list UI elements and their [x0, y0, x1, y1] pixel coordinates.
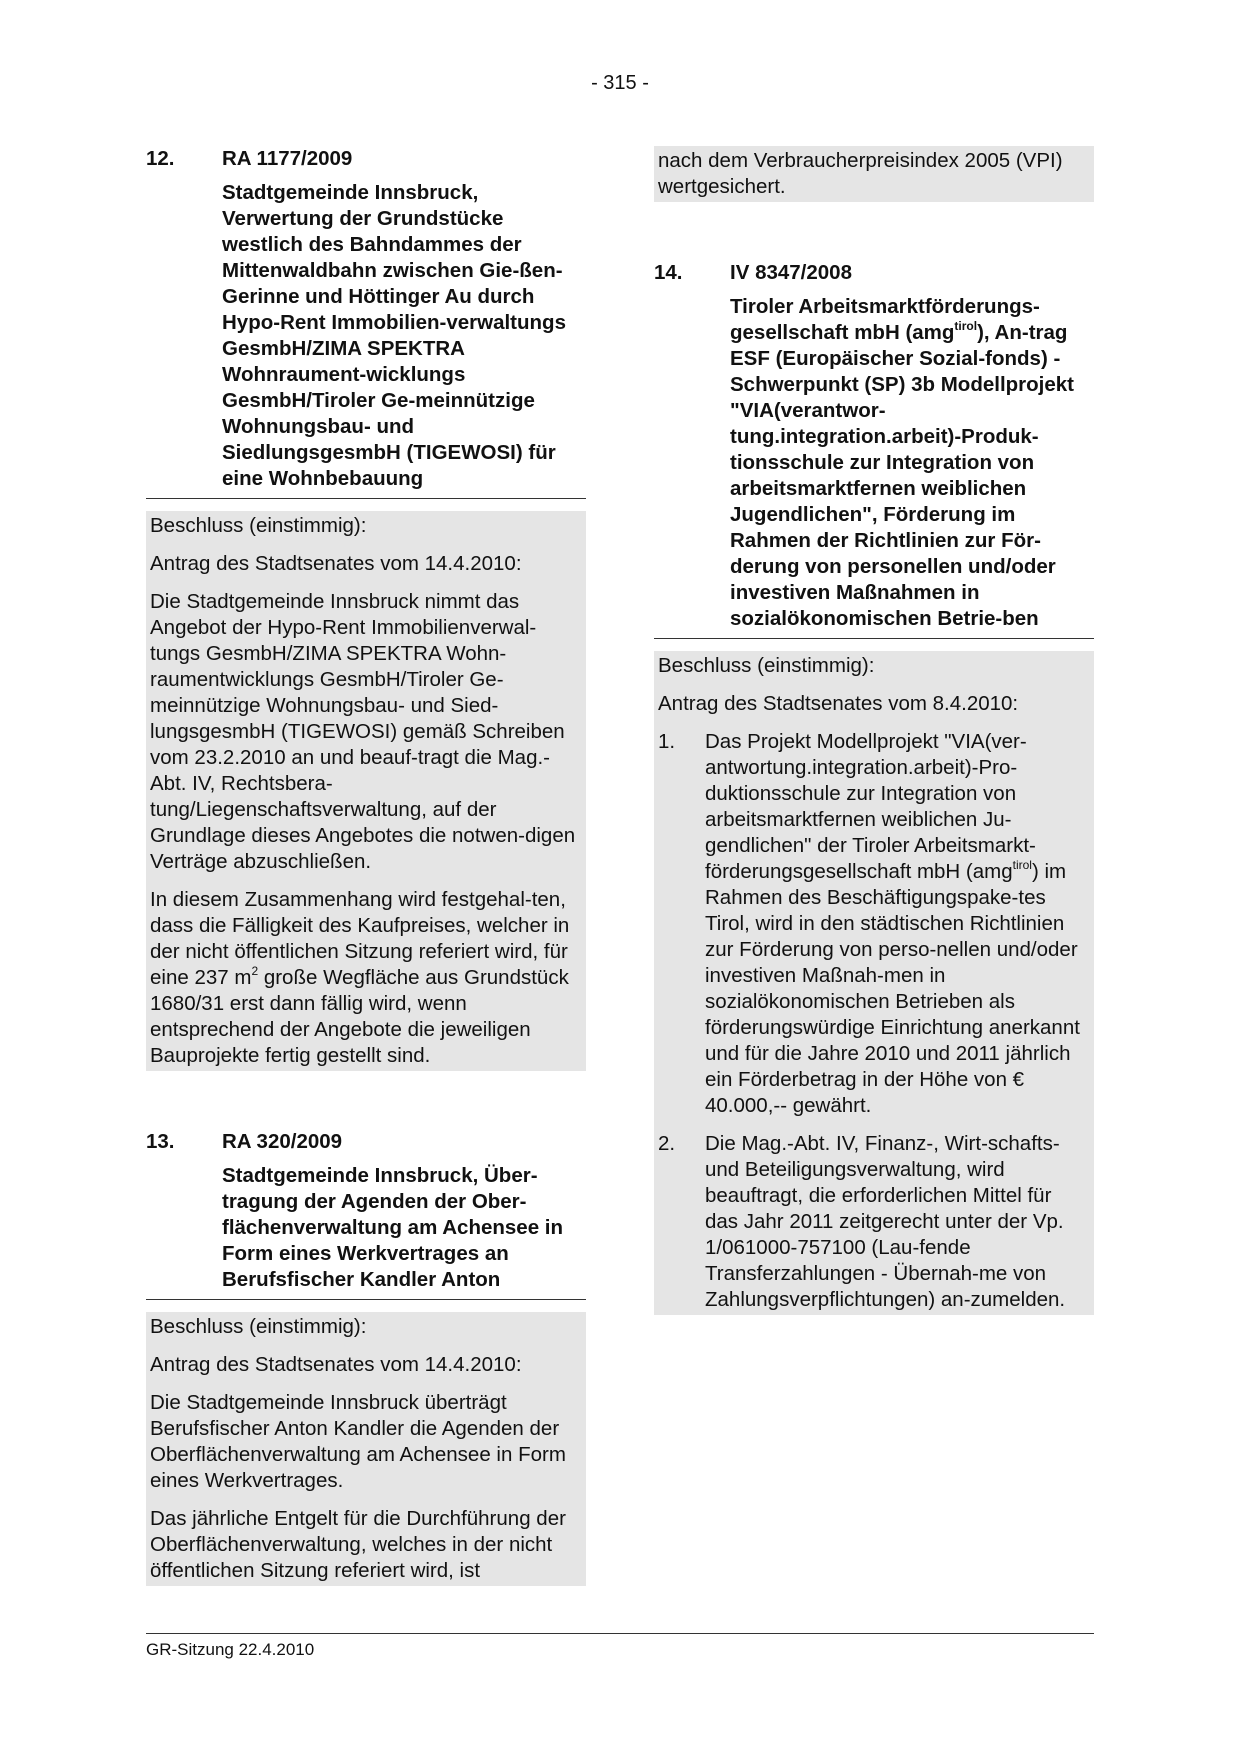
item-14-beschluss: Beschluss (einstimmig): [658, 654, 875, 677]
item-14-resolution [654, 651, 1094, 1315]
item-13-paragraph-1: Die Stadtgemeinde Innsbruck überträgt Berufsfischer Anton Kandler die Agenden der Oberflächenverwaltung am Achensee in Form eines Werkvertrages. [150, 1391, 566, 1492]
item-14-divider [654, 638, 1094, 639]
item-13-header [146, 1129, 586, 1155]
item-14-number: 14. [654, 261, 683, 284]
footer: GR-Sitzung 22.4.2010 [146, 1640, 315, 1659]
item-12-divider [146, 498, 586, 499]
item-12-beschluss: Beschluss (einstimmig): [150, 514, 367, 537]
item-12-number: 12. [146, 147, 175, 170]
item-13-continuation [654, 146, 1094, 202]
item-13-reference: RA 320/2009 [222, 1130, 343, 1153]
item-12-resolution [146, 511, 586, 1071]
item-13-paragraph-2: Das jährliche Entgelt für die Durchführung der Oberflächenverwaltung, welches in der nicht öffentlichen Sitzung referiert wird, ist [150, 1507, 566, 1582]
list-text: Die Mag.-Abt. IV, Finanz-, Wirt-schafts- und Beteiligungsverwaltung, wird beauftragt, die erforderlichen Mittel für das Jahr 2011 zeitgerecht unter der Vp. 1/061000-757100 (Lau-fende Transferzahlungen - Übernah-me von Zahlungsverpflichtungen) an-zumelden. [705, 1132, 1066, 1311]
item-14-list-item-1 [656, 729, 1092, 1119]
right-column [654, 146, 1094, 1315]
item-14-title: Tiroler Arbeitsmarktförderungs-gesellschaft mbH (amg$^{tirol}$), An-trag ESF (Europäischer Sozial-fonds) - Schwerpunkt (SP) 3b Modellprojekt "VIA(verantwor-tung.integration.arbeit)-Produk-tionsschule zur Integration von arbeitsmarktfernen weiblichen Jugendlichen", Förderung im Rahmen der Richtlinien zur För-derung von personellen und/oder investiven Maßnahmen in sozialökonomischen Betrie-ben [730, 295, 1074, 630]
list-number: 1. [658, 730, 676, 753]
item-12-paragraph-1: Die Stadtgemeinde Innsbruck nimmt das Angebot der Hypo-Rent Immobilienverwal-tungs GesmbH/ZIMA SPEKTRA Wohn-raumentwicklungs GesmbH/Tiroler Ge-meinnützige Wohnungsbau- und Sied-lungsgesmbH (TIGEWOSI) gemäß Schreiben vom 23.2.2010 an und beauf-tragt die Mag.-Abt. IV, Rechtsbera-tung/Liegenschaftsverwaltung, auf der Grundlage dieses Angebotes die notwen-digen Verträge abzuschließen. [150, 590, 576, 873]
item-14 [654, 260, 1094, 1315]
item-14-antrag: Antrag des Stadtsenates vom 8.4.2010: [658, 692, 1019, 715]
item-14-header [654, 260, 1094, 286]
item-12-antrag: Antrag des Stadtsenates vom 14.4.2010: [150, 552, 522, 575]
item-12-reference: RA 1177/2009 [222, 147, 353, 170]
item-13-beschluss: Beschluss (einstimmig): [150, 1315, 367, 1338]
item-13-number: 13. [146, 1130, 175, 1153]
footer-divider [146, 1633, 1094, 1634]
item-14-reference: IV 8347/2008 [730, 261, 852, 284]
item-13-antrag: Antrag des Stadtsenates vom 14.4.2010: [150, 1353, 522, 1376]
item-13 [146, 1129, 586, 1586]
page-number: - 315 - [591, 72, 649, 94]
list-number: 2. [658, 1132, 676, 1155]
item-12-paragraph-2: In diesem Zusammenhang wird festgehal-ten, dass die Fälligkeit des Kaufpreises, welcher in der nicht öffentlichen Sitzung referiert wird, für eine 237 $m^2$ große Wegfläche aus Grundstück 1680/31 erst dann fällig wird, wenn entsprechend der Angebote die jeweiligen Bauprojekte fertig gestellt sind. [150, 888, 570, 1067]
item-12-title: Stadtgemeinde Innsbruck, Verwertung der Grundstücke westlich des Bahndammes der Mittenwaldbahn zwischen Gie-ßen-Gerinne und Höttinger Au durch Hypo-Rent Immobilien-verwaltungs GesmbH/ZIMA SPEKTRA Wohnraument-wicklungs GesmbH/Tiroler Ge-meinnützige Wohnungsbau- und SiedlungsgesmbH (TIGEWOSI) für eine Wohnbebauung [222, 181, 566, 490]
item-13-title: Stadtgemeinde Innsbruck, Über-tragung der Agenden der Ober-flächenverwaltung am Achensee in Form eines Werkvertrages an Berufsfischer Kandler Anton [222, 1164, 564, 1291]
list-text: Das Projekt Modellprojekt "VIA(ver-antwortung.integration.arbeit)-Pro-duktionsschule zur Integration von arbeitsmarktfernen weiblichen Ju-gendlichen" der Tiroler Arbeitsmarkt-förderungsgesellschaft mbH (amg$^{tirol}$) im Rahmen des Beschäftigungspake-tes Tirol, wird in den städtischen Richtlinien zur Förderung von perso-nellen und/oder investiven Maßnah-men in sozialökonomischen Betrieben als förderungswürdige Einrichtung anerkannt und für die Jahre 2010 und 2011 jährlich ein Förderbetrag in der Höhe von € 40.000,-- gewährt. [705, 730, 1080, 1117]
item-13-divider [146, 1299, 586, 1300]
item-14-list-item-2 [656, 1131, 1092, 1313]
item-12-header [146, 146, 586, 172]
item-13-continuation-text: nach dem Verbraucherpreisindex 2005 (VPI) wertgesichert. [658, 149, 1063, 198]
item-13-resolution [146, 1312, 586, 1586]
item-12 [146, 146, 586, 1071]
left-column [146, 146, 586, 1586]
